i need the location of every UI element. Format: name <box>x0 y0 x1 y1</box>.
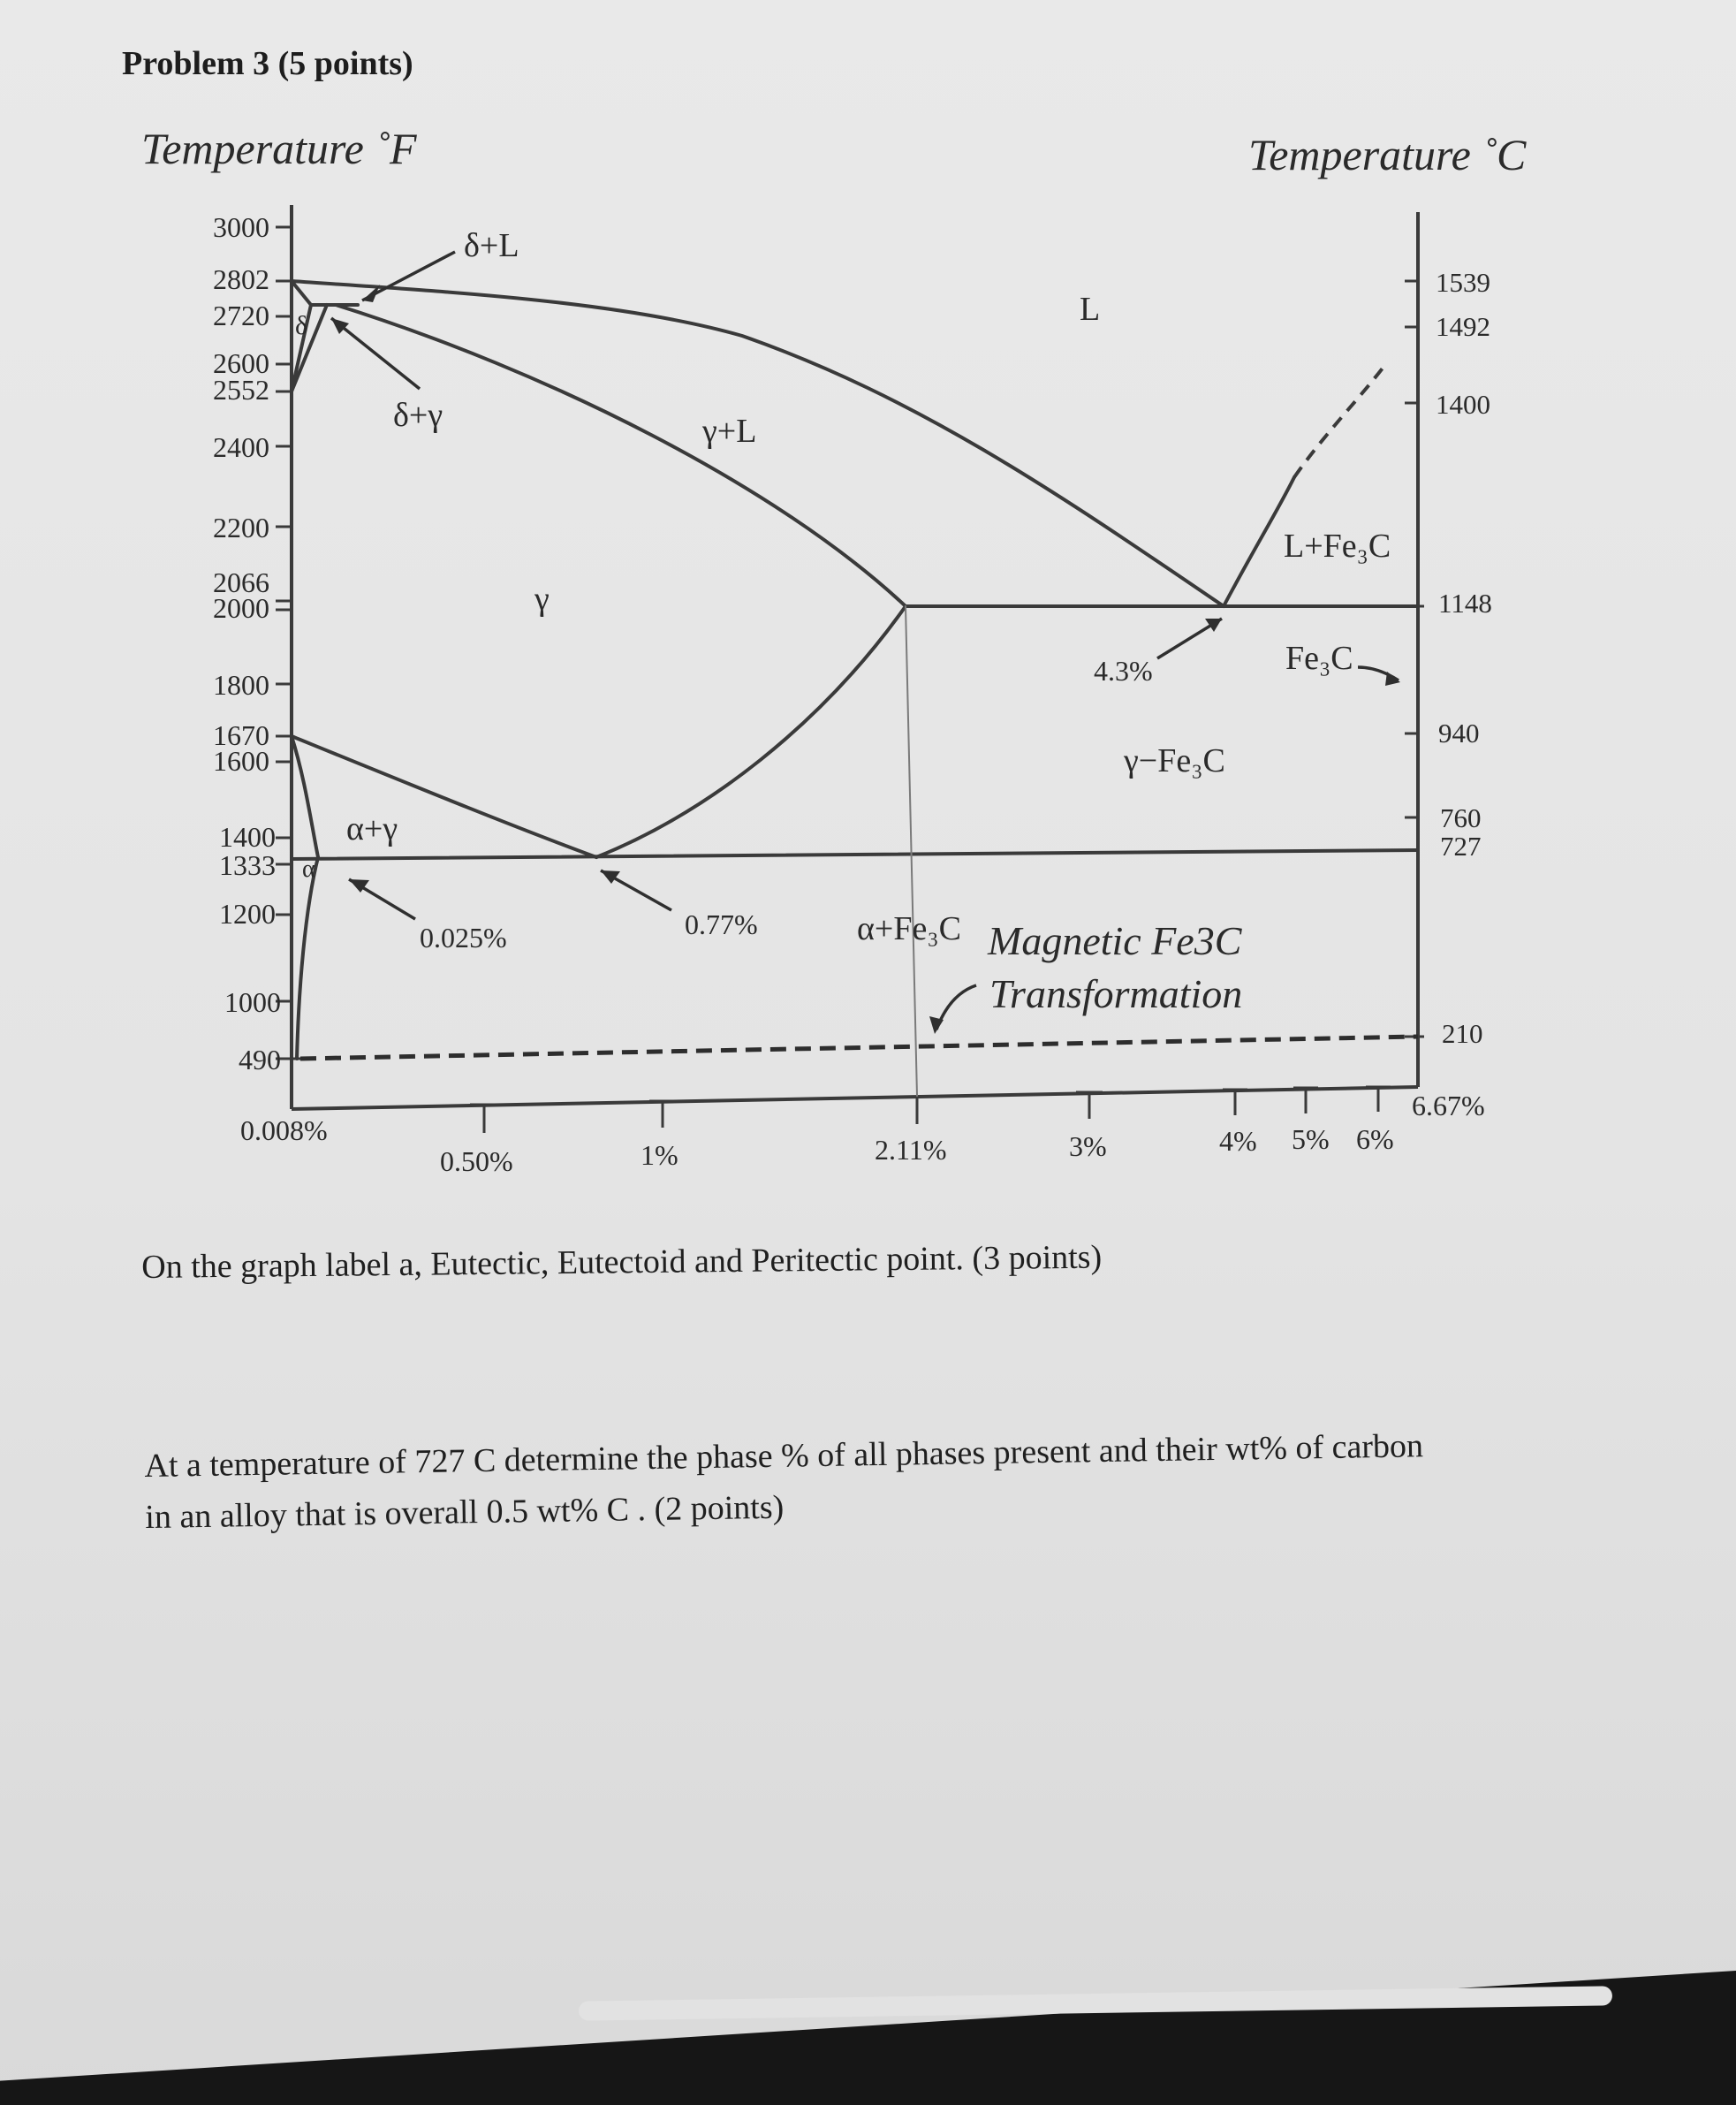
left-tick-1333: 1333 <box>219 849 276 881</box>
left-tick-1670: 1670 <box>213 719 269 751</box>
phase-alpha-gamma: α+γ <box>346 810 398 847</box>
a3-line <box>292 736 596 857</box>
bottom-axis-line <box>292 1087 1418 1109</box>
bottom-tick-6: 6% <box>1356 1123 1394 1155</box>
phase-liquid: L <box>1080 291 1101 328</box>
left-tick-1600: 1600 <box>213 745 269 777</box>
problem-title: Problem 3 (5 points) <box>122 45 413 82</box>
left-tick-1400: 1400 <box>219 821 276 853</box>
left-tick-3000: 3000 <box>213 211 269 243</box>
bottom-tick-5: 5% <box>1292 1123 1330 1155</box>
acm-line <box>596 606 906 857</box>
right-tick-210: 210 <box>1442 1018 1483 1049</box>
question-2 <box>144 1418 1577 1543</box>
left-tick-490: 490 <box>239 1044 281 1075</box>
line-211 <box>906 606 917 1096</box>
left-tick-2066: 2066 <box>213 566 269 598</box>
phase-gamma-fe3c: γ−Fe₃C <box>1124 742 1225 779</box>
left-tick-1200: 1200 <box>219 898 276 930</box>
left-tick-2000: 2000 <box>213 592 269 624</box>
phase-delta-liquid: δ+L <box>464 227 519 264</box>
eutectoid-line <box>292 850 1418 859</box>
phase-delta-gamma: δ+γ <box>393 397 443 434</box>
right-tick-940: 940 <box>1438 718 1480 749</box>
phase-fe3c: Fe₃C <box>1285 640 1353 677</box>
annotation-eutectoid-pct: 0.77% <box>685 908 758 940</box>
annotation-alpha-max-pct: 0.025% <box>420 922 507 954</box>
phase-alpha-fe3c: α+Fe₃C <box>857 910 961 947</box>
left-tick-2802: 2802 <box>213 263 269 295</box>
right-tick-1148: 1148 <box>1438 588 1492 619</box>
bottom-tick-050: 0.50% <box>440 1145 513 1177</box>
question-2-line-2: in an alloy that is overall 0.5 wt% C . (2 points) <box>145 1488 785 1536</box>
left-tick-2200: 2200 <box>213 512 269 543</box>
alpha-solvus <box>297 857 318 1059</box>
arrow-magnetic <box>936 985 976 1030</box>
bottom-tick-1: 1% <box>641 1139 678 1171</box>
right-tick-727: 727 <box>1440 831 1482 862</box>
bottom-tick-4: 4% <box>1219 1125 1257 1157</box>
phase-alpha: α <box>302 855 315 883</box>
gamma-solidus <box>336 305 906 606</box>
right-tick-1400: 1400 <box>1436 389 1490 420</box>
bottom-tick-3: 3% <box>1069 1130 1107 1162</box>
left-tick-2400: 2400 <box>213 431 269 463</box>
fe3c-liquidus-dashed <box>1294 362 1387 477</box>
question-1: On the graph label a, Eutectic, Eutectoid and Peritectic point. (3 points) <box>141 1238 1103 1286</box>
left-tick-1800: 1800 <box>213 669 269 701</box>
phase-gamma-liquid: γ+L <box>702 413 757 450</box>
right-tick-1492: 1492 <box>1436 311 1490 342</box>
bottom-tick-0008: 0.008% <box>240 1114 328 1146</box>
right-tick-1539: 1539 <box>1436 267 1490 298</box>
left-tick-2600: 2600 <box>213 347 269 379</box>
alpha-gamma-boundary <box>292 736 318 857</box>
phase-liquid-fe3c: L+Fe₃C <box>1284 528 1391 565</box>
magnetic-label-line1: Magnetic Fe3C <box>988 918 1242 963</box>
left-tick-1000: 1000 <box>224 986 281 1018</box>
bottom-tick-211: 2.11% <box>875 1134 947 1166</box>
magnetic-transformation-line <box>300 1037 1418 1059</box>
left-tick-2552: 2552 <box>213 374 269 406</box>
right-axis-title: Temperature ˚C <box>1248 130 1527 179</box>
left-tick-2720: 2720 <box>213 300 269 331</box>
left-axis-title: Temperature ˚F <box>141 124 417 173</box>
phase-gamma: γ <box>534 581 550 618</box>
liquidus-line <box>292 281 1224 606</box>
delta-solidus <box>292 281 311 305</box>
phase-delta: δ <box>295 311 308 340</box>
question-2-line-1: At a temperature of 727 C determine the phase % of all phases present and their wt% of carbon <box>144 1427 1424 1485</box>
right-tick-760: 760 <box>1440 802 1482 833</box>
bottom-tick-667: 6.67% <box>1412 1090 1485 1121</box>
annotation-eutectic-pct: 4.3% <box>1094 655 1153 687</box>
magnetic-label-line2: Transformation <box>989 971 1243 1016</box>
